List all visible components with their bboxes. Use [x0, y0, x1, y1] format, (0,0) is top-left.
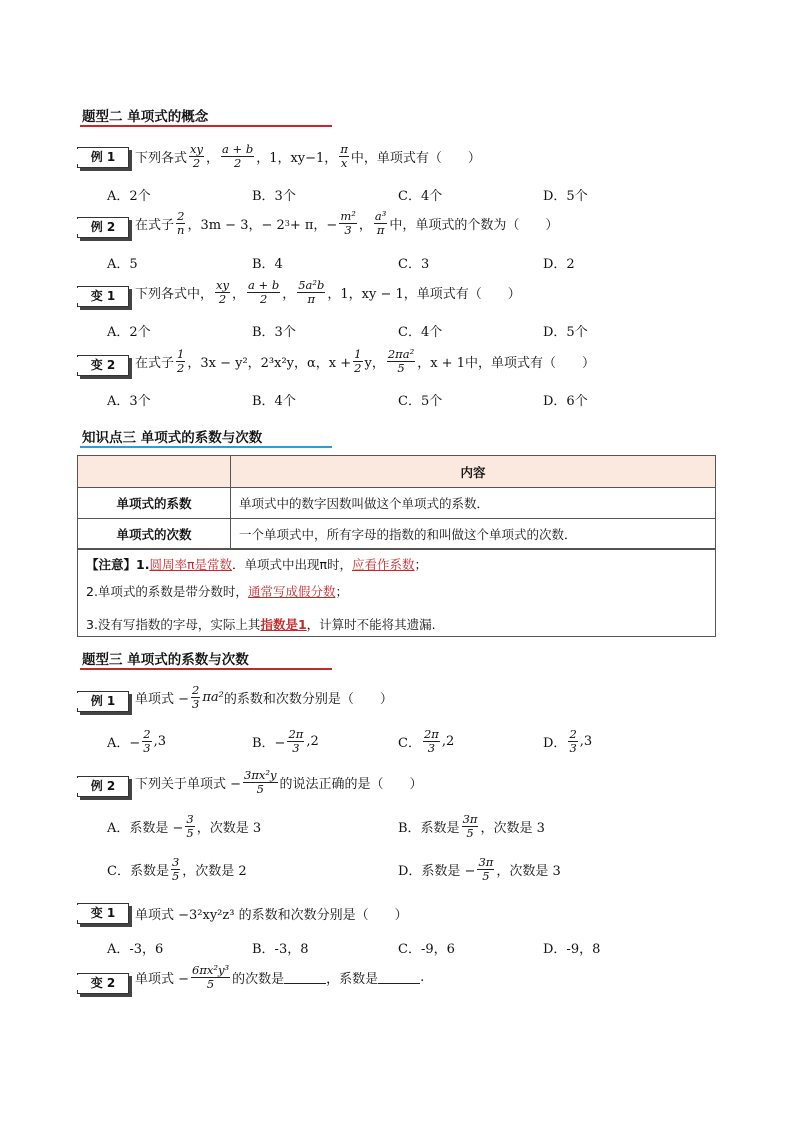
section-rule	[80, 446, 332, 448]
table-row: 单项式的系数 单项式中的数字因数叫做这个单项式的系数．	[78, 488, 716, 519]
question-4: 在式子 1 2 ，3x − y²，2³x²y，α，x + $\frac{1}{2}$ y， 2πa² 5 ，x + 1中，单项式有（ ）	[135, 347, 595, 375]
fraction: xy 2	[216, 278, 229, 306]
option-b: B．− $\frac{2\pi}{3}$ ,2	[252, 727, 319, 755]
question-7: 单项式 −3²xy²z³ 的系数和次数分别是（ ）	[135, 908, 408, 923]
option-a: A．5	[107, 257, 138, 272]
table-header-content: 内容	[231, 456, 716, 488]
option-b: B．-3，8	[252, 942, 309, 957]
answer-blank-degree[interactable]	[284, 971, 326, 984]
question-3: 下列各式中， xy 2 ， a + b 2 ， 5a²b π ，1，xy − 1，单项式有（ ）	[135, 278, 521, 306]
fraction: xy 2	[190, 142, 203, 170]
option-b: B．3个	[252, 325, 296, 340]
option-d: D．-9，8	[543, 942, 601, 957]
option-a: A．− $\frac{2}{3}$ ,3	[107, 727, 167, 755]
knowledge-table	[77, 455, 716, 550]
option-c: C．3	[398, 257, 430, 272]
tag-example-1: 例 1	[77, 691, 129, 712]
option-a: A．2个	[107, 189, 151, 204]
fraction: a + b 2	[248, 278, 280, 306]
answer-blank-coefficient[interactable]	[378, 971, 420, 984]
option-d: D．5个	[543, 189, 588, 204]
option-d: D． 2 3 ,3	[543, 727, 593, 755]
tag-example-2: 例 2	[77, 217, 129, 238]
option-d: D．系数是 − $\frac{3\pi}{5}$ ，次数是 3	[398, 855, 561, 883]
note-box	[77, 548, 716, 637]
option-b: B．系数是 3π 5 ，次数是 3	[398, 812, 545, 840]
fraction: a³ π	[374, 209, 387, 237]
fraction: $\frac{2}{3}$	[192, 683, 200, 711]
table-header-empty	[78, 456, 231, 488]
fraction: 2πa² 5	[387, 347, 415, 375]
fraction: a + b 2	[222, 142, 254, 170]
option-d: D．5个	[543, 325, 588, 340]
tag-variant-1: 变 1	[77, 286, 129, 307]
option-a: A．3个	[107, 394, 151, 409]
option-a: A．2个	[107, 325, 151, 340]
tag-example-2: 例 2	[77, 776, 129, 797]
question-8: 单项式 − $\frac{\text{6πx²y³}}{5}$ 的次数是 ，系数是 .	[135, 963, 425, 991]
fraction: $\frac{\text{6πx²y³}}{5}$	[192, 963, 230, 991]
option-c: C．系数是 3 5 ，次数是 2	[107, 855, 247, 883]
section-rule	[80, 125, 332, 127]
note-line-1: 【注意】1.圆周率π是常数．单项式中出现π时，应看作系数；	[86, 557, 428, 572]
table-row: 单项式的次数 一个单项式中，所有字母的指数的和叫做这个单项式的次数．	[78, 519, 716, 550]
tag-variant-2: 变 2	[77, 973, 129, 994]
section-title-type3: 题型三 单项式的系数与次数	[82, 652, 249, 668]
section-title-type2: 题型二 单项式的概念	[82, 109, 209, 125]
option-b: B．3个	[252, 189, 296, 204]
option-a: A．系数是 − $\frac{3}{5}$ ，次数是 3	[107, 812, 262, 840]
question-5: 单项式 − $\frac{2}{3}$ πa² 的系数和次数分别是（ ）	[135, 683, 393, 711]
fraction: 5a²b π	[298, 278, 325, 306]
option-b: B．4	[252, 257, 283, 272]
tag-variant-1: 变 1	[77, 903, 129, 924]
fraction: $\frac{\text{3πx²y}}{5}$	[244, 768, 277, 796]
note-line-3: 3.没有写指数的字母，实际上其指数是1，计算时不能将其遗漏.	[86, 617, 436, 632]
fraction: π x	[340, 142, 348, 170]
option-a: A．-3，6	[107, 942, 164, 957]
option-c: C．-9，6	[398, 942, 455, 957]
tag-variant-2: 变 2	[77, 355, 129, 376]
option-d: D．2	[543, 257, 575, 272]
fraction: $\frac{\text{m²}}{3}$	[340, 209, 356, 237]
fraction: 2 n	[177, 209, 185, 237]
question-2: 在式子 2 n ，3m − 3，− 2 3 + π，− $\frac{\text{m²}}{3}$ ， a³ π 中，单项式的个数为（ ）	[135, 209, 559, 237]
note-line-2: 2.单项式的系数是带分数时，通常写成假分数；	[86, 584, 348, 599]
option-d: D．6个	[543, 394, 588, 409]
section-rule	[80, 668, 332, 670]
question-6: 下列关于单项式 − $\frac{\text{3πx²y}}{5}$ 的说法正确的是（ ）	[135, 768, 423, 796]
option-c: C．4个	[398, 325, 443, 340]
fraction: 1 2	[177, 347, 185, 375]
option-c: C．4个	[398, 189, 443, 204]
question-1: 下列各式 xy 2 ， a + b 2 ，1，xy−1， π x 中，单项式有（ ）	[135, 142, 481, 170]
option-c: C． 2π 3 ,2	[398, 727, 455, 755]
option-b: B．4个	[252, 394, 296, 409]
tag-example-1: 例 1	[77, 147, 129, 168]
fraction: $\frac{1}{2}$	[354, 347, 362, 375]
option-c: C．5个	[398, 394, 443, 409]
section-title-knowledge3: 知识点三 单项式的系数与次数	[82, 430, 263, 446]
